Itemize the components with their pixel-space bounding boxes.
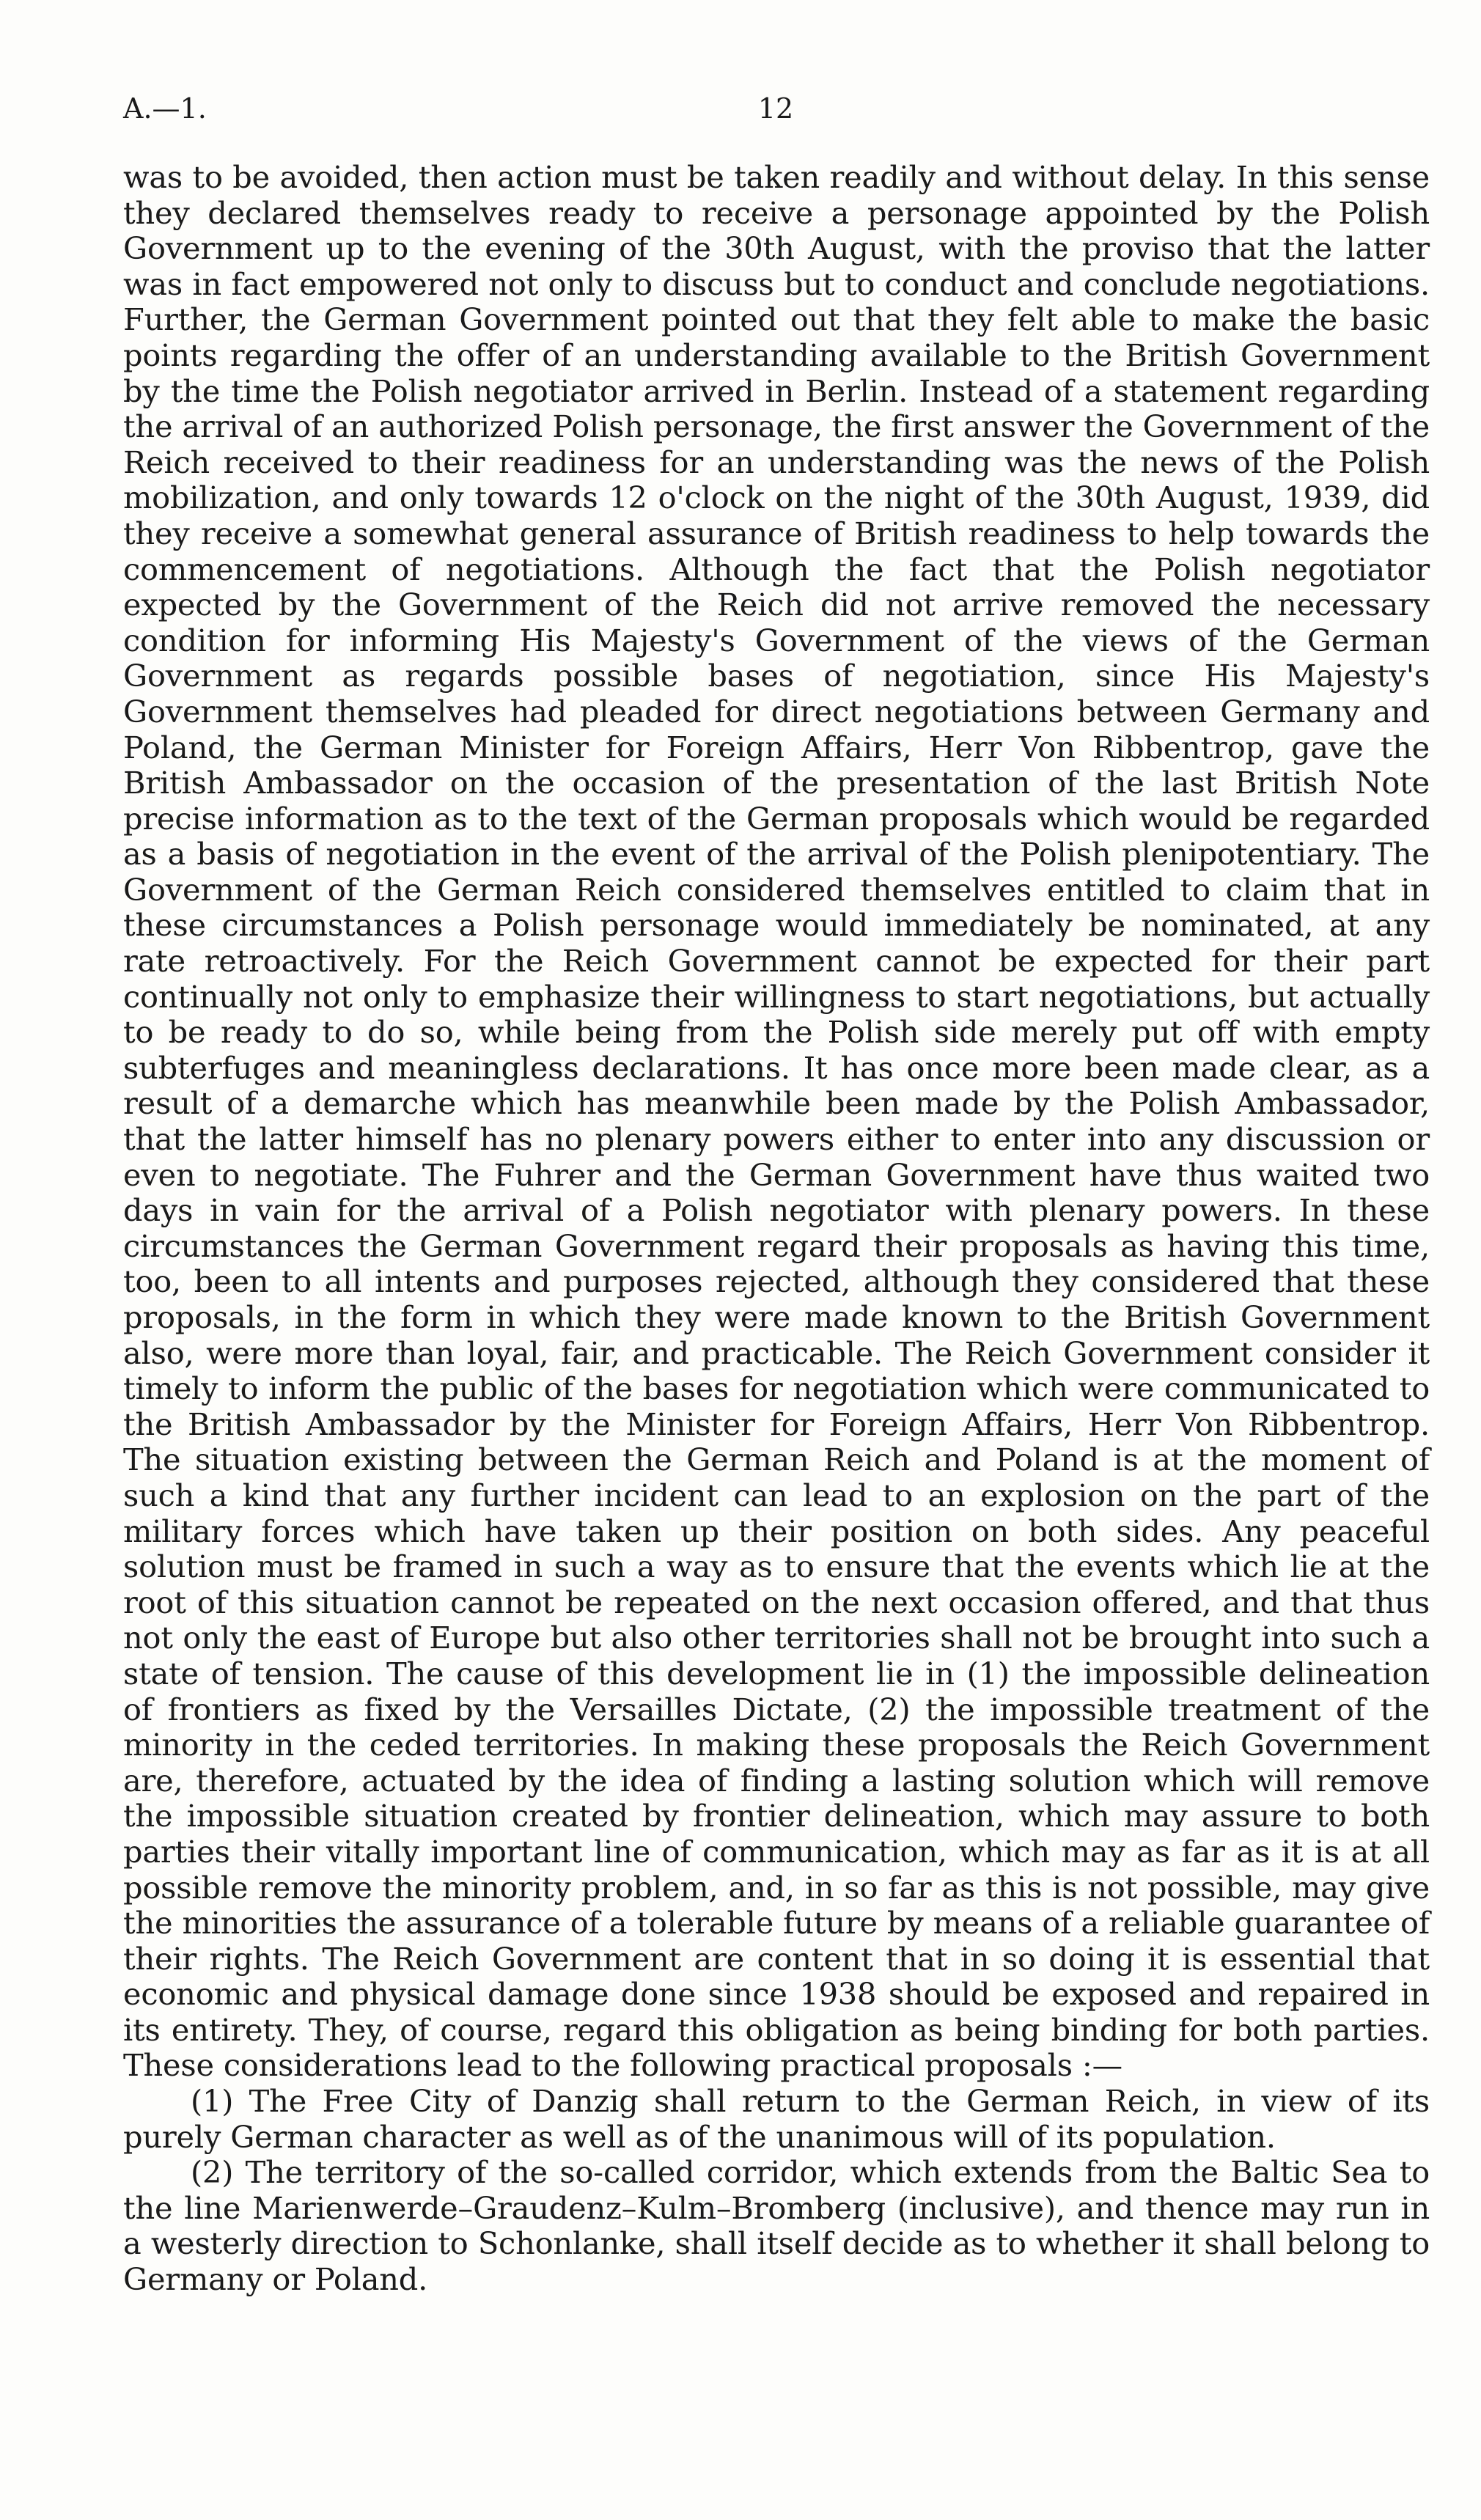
- document-reference: A.—1.: [123, 92, 207, 125]
- paragraph-continuation: was to be avoided, then action must be taken readily and without delay. In this sense they declared themselves ready to receive a personage appointed by the Polish Government up to the evening of the 30th August, with the proviso that the latter was in fact empowered not only to discuss but to conduct and conclude negotiations. Further, the German Government pointed out that they felt able to make the basic points regarding the offer of an understanding available to the British Government by the time the Polish negotiator arrived in Berlin. Instead of a statement regarding the arrival of an authorized Polish personage, the first answer the Government of the Reich received to their readiness for an understanding was the news of the Polish mobilization, and only towards 12 o'clock on the night of the 30th August, 1939, did they receive a somewhat general assurance of British readiness to help towards the commencement of negotiations. Although the fact that the Polish negotiator expected by the Government of the Reich did not arrive removed the necessary condition for informing His Majesty's Government of the views of the German Government as regards possible bases of negotiation, since His Majesty's Government themselves had pleaded for direct negotiations between Germany and Poland, the German Minister for Foreign Affairs, Herr Von Ribbentrop, gave the British Ambassador on the occasion of the presentation of the last British Note precise information as to the text of the German proposals which would be regarded as a basis of negotiation in the event of the arrival of the Polish plenipotentiary. The Government of the German Reich considered themselves entitled to claim that in these circumstances a Polish personage would immediately be nominated, at any rate retroactively. For the Reich Government cannot be expected for their part continually not only to emphasize their willingness to start negotiations, but actually to be ready to do so, while being from the Polish side merely put off with empty subterfuges and meaningless declarations. It has once more been made clear, as a result of a demarche which has meanwhile been made by the Polish Ambassador, that the latter himself has no plenary powers either to enter into any discussion or even to negotiate. The Fuhrer and the German Government have thus waited two days in vain for the arrival of a Polish negotiator with plenary powers. In these circumstances the German Government regard their proposals as having this time, too, been to all intents and purposes rejected, although they considered that these proposals, in the form in which they were made known to the British Government also, were more than loyal, fair, and practicable. The Reich Government consider it timely to inform the public of the bases for negotiation which were communicated to the British Ambassador by the Minister for Foreign Affairs, Herr Von Ribbentrop. The situation existing between the German Reich and Poland is at the moment of such a kind that any further incident can lead to an explosion on the part of the military forces which have taken up their position on both sides. Any peaceful solution must be framed in such a way as to ensure that the events which lie at the root of this situation cannot be repeated on the next occasion offered, and that thus not only the east of Europe but also other territories shall not be brought into such a state of tension. The cause of this development lie in (1) the impossible delineation of frontiers as fixed by the Versailles Dictate, (2) the impossible treatment of the minority in the ceded territories. In making these proposals the Reich Government are, therefore, actuated by the idea of finding a lasting solution which will remove the impossible situation created by frontier delineation, which may assure to both parties their vitally important line of communication, which may as far as it is at all possible remove the minority problem, and, in so far as this is not possible, may give the minorities the assurance of a tolerable future by means of a reliable guarantee of their rights. The Reich Government are content that in so doing it is essential that economic and physical damage done since 1938 should be exposed and repaired in its entirety. They, of course, regard this obligation as being binding for both parties. These considerations lead to the following practical proposals :—: [123, 159, 1430, 2084]
- page-header: [123, 87, 1428, 131]
- proposal-2: (2) The territory of the so-called corridor, which extends from the Baltic Sea to the line Marienwerde–Graudenz–Kulm–Bromberg (inclusive), and thence may run in a westerly direction to Schonlanke, shall itself decide as to whether it shall belong to Germany or Poland.: [123, 2154, 1430, 2298]
- page-number: 12: [757, 92, 794, 125]
- body-text: [123, 160, 1430, 2298]
- proposal-1: (1) The Free City of Danzig shall return to the German Reich, in view of its purely German character as well as of the unanimous will of its population.: [123, 2083, 1430, 2155]
